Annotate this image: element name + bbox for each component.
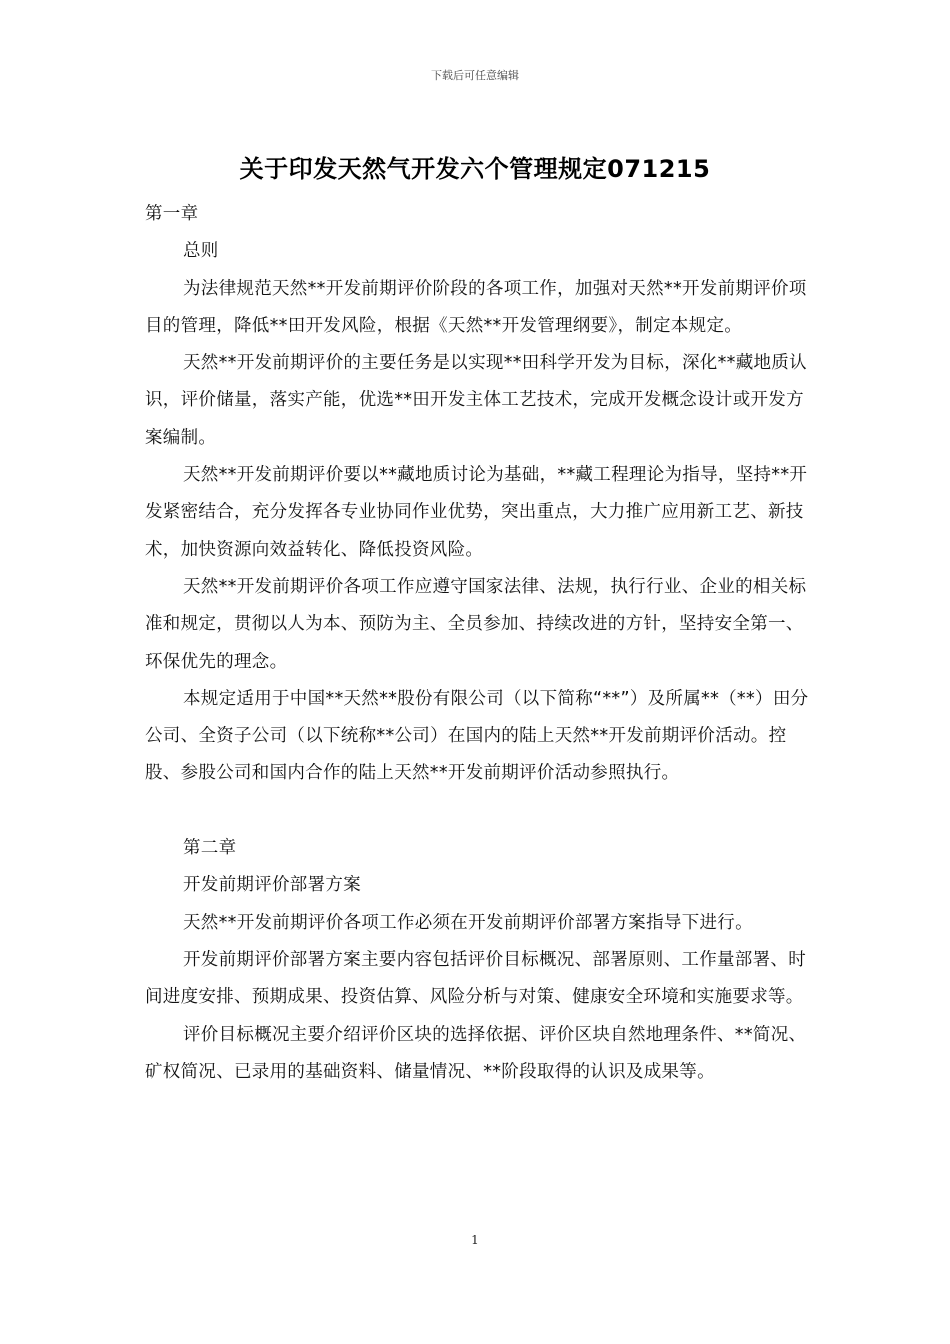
body-paragraph: 天然**开发前期评价各项工作必须在开发前期评价部署方案指导下进行。 [183,912,753,933]
paragraph-spacer [145,793,813,830]
document-title: 关于印发天然气开发六个管理规定071215 [239,155,711,183]
page-header-note: 下载后可任意编辑 [431,69,519,82]
body-paragraph: 本规定适用于中国**天然**股份有限公司（以下简称“**”）及所属**（**）田分公司、全资子公司（以下统称**公司）在国内的陆上天然**开发前期评价活动。控股、参股公司和国内合作的陆上天然**开发前期评价活动参照执行。 [145,688,809,784]
section-heading: 开发前期评价部署方案 [183,875,361,896]
body-paragraph: 评价目标概况主要介绍评价区块的选择依据、评价区块自然地理条件、**简况、矿权简况、已录用的基础资料、储量情况、**阶段取得的认识及成果等。 [145,1024,807,1082]
body-paragraph: 天然**开发前期评价各项工作应遵守国家法律、法规，执行行业、企业的相关标准和规定，贯彻以人为本、预防为主、全员参加、持续改进的方针，坚持安全第一、环保优先的理念。 [145,576,807,672]
section-heading: 总则 [183,241,219,262]
page-number: 1 [471,1233,479,1247]
chapter-heading: 第一章 [145,204,199,224]
chapter-heading: 第二章 [183,838,237,859]
document-body [145,196,813,1091]
body-paragraph: 天然**开发前期评价要以**藏地质讨论为基础，**藏工程理论为指导，坚持**开发紧密结合，充分发挥各专业协同作业优势，突出重点，大力推广应用新工艺、新技术，加快资源向效益转化、降低投资风险。 [145,465,808,560]
body-paragraph: 为法律规范天然**开发前期评价阶段的各项工作，加强对天然**开发前期评价项目的管理，降低**田开发风险，根据《天然**开发管理纲要》，制定本规定。 [145,278,807,336]
body-paragraph: 开发前期评价部署方案主要内容包括评价目标概况、部署原则、工作量部署、时间进度安排、预期成果、投资估算、风险分析与对策、健康安全环境和实施要求等。 [145,949,806,1008]
body-paragraph: 天然**开发前期评价的主要任务是以实现**田科学开发为目标，深化**藏地质认识，评价储量，落实产能，优选**田开发主体工艺技术，完成开发概念设计或开发方案编制。 [145,353,807,448]
